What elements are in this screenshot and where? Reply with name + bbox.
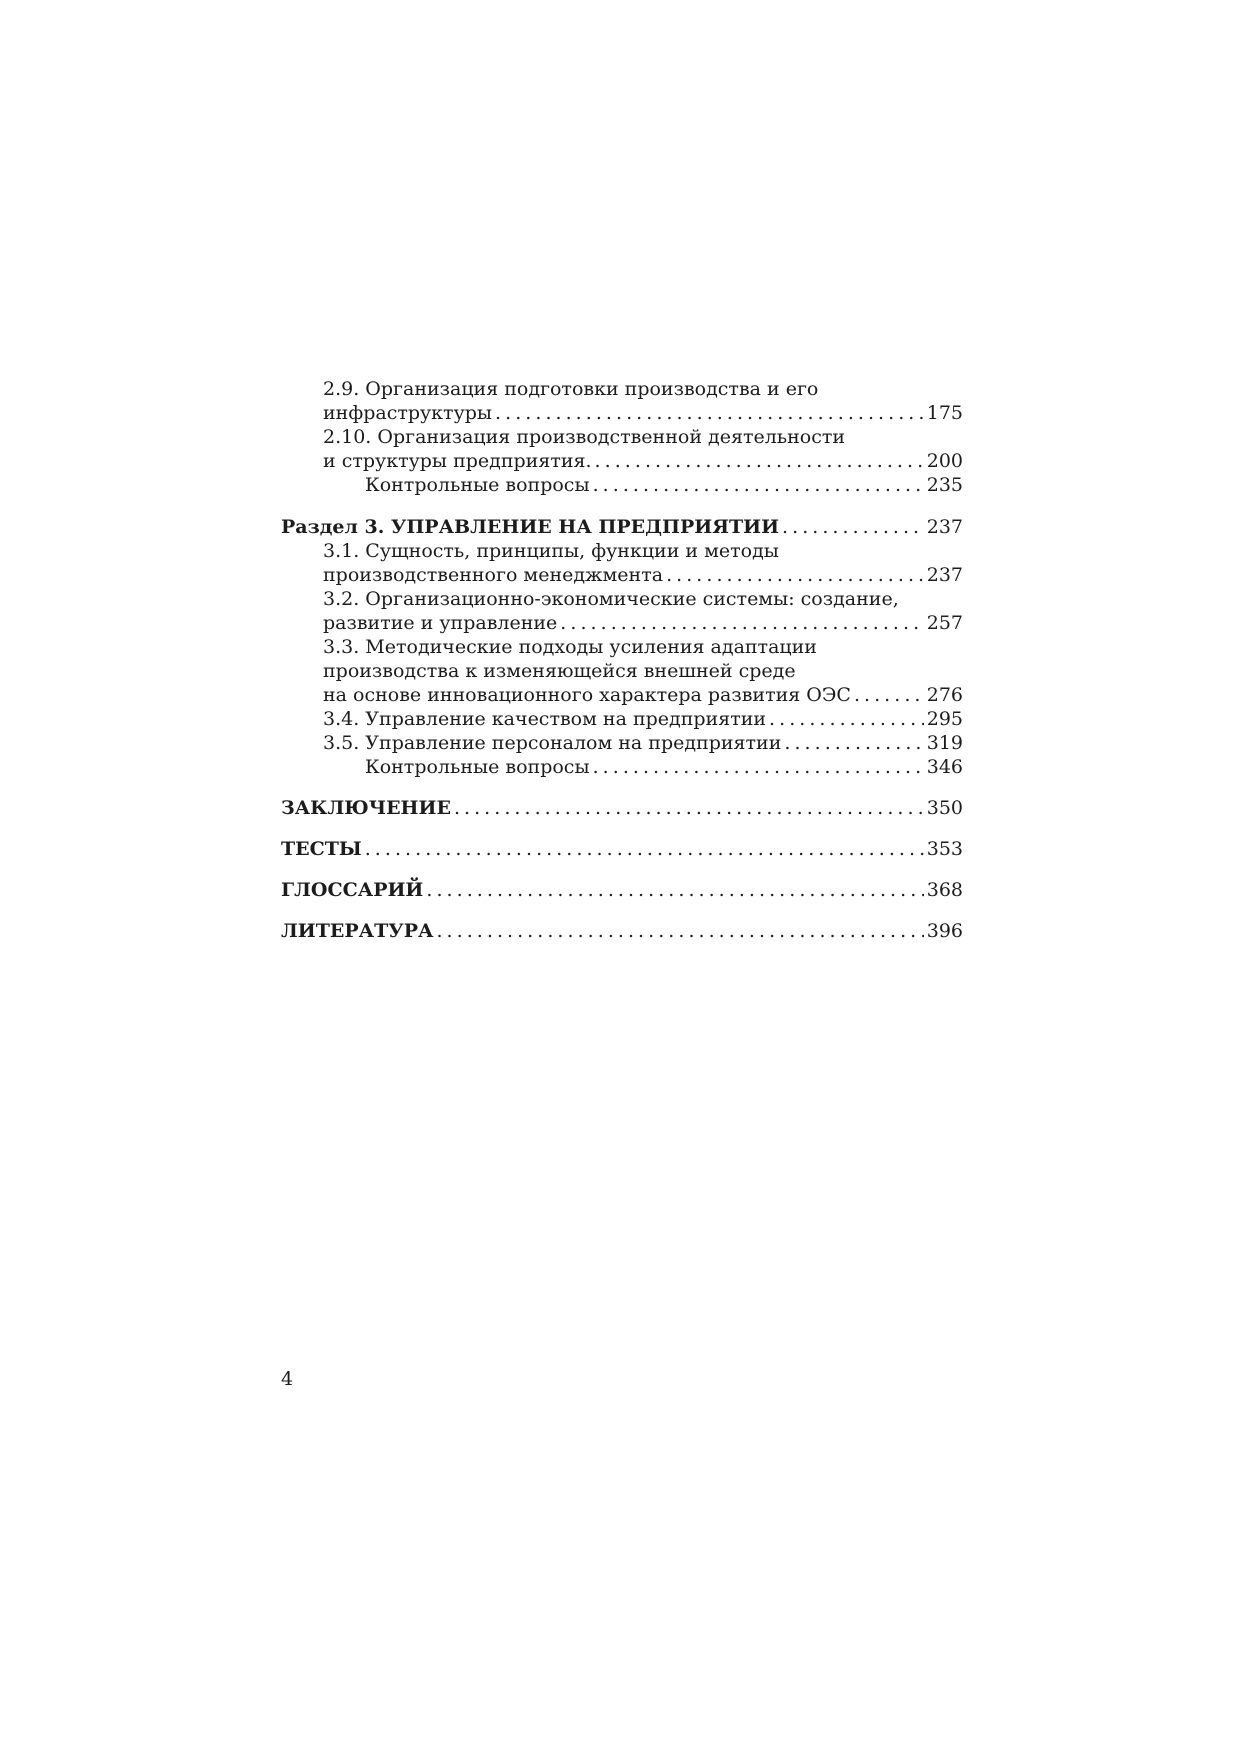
toc-page-number: 276 (926, 684, 963, 706)
toc-page-number: 368 (926, 879, 963, 901)
dot-leader (365, 837, 924, 861)
toc-entry-title: ГЛОССАРИЙ (281, 879, 424, 901)
toc-entry-section-3[interactable] (281, 515, 963, 539)
dot-leader (495, 401, 924, 425)
toc-entry-title: 2.9. Организация подготовки производства и его (323, 378, 819, 400)
toc-entry-3-1[interactable] (281, 539, 963, 587)
toc-entry-title: и структуры предприятия. (323, 450, 592, 472)
toc-entry-title: производственного менеджмента (323, 564, 664, 586)
dot-leader (593, 755, 924, 779)
toc-entry-title: на основе инновационного характера развития ОЭС (323, 684, 851, 706)
toc-entry-title: 2.10. Организация производственной деятельности (323, 426, 846, 448)
toc-entry-conclusion[interactable] (281, 796, 963, 820)
toc-entry-control-questions-2[interactable] (281, 473, 963, 497)
toc-entry-title: ТЕСТЫ (281, 838, 362, 860)
dot-leader (593, 473, 924, 497)
toc-entry-title: 3.1. Сущность, принципы, функции и методы (323, 540, 779, 562)
toc-page-number: 237 (926, 564, 963, 586)
toc-entry-3-4[interactable] (281, 707, 963, 731)
page-number: 4 (281, 1368, 294, 1390)
toc-entry-2-10[interactable] (281, 425, 963, 473)
toc-page-number: 350 (926, 797, 963, 819)
dot-leader (666, 563, 924, 587)
toc-entry-title: Контрольные вопросы (365, 756, 590, 778)
dot-leader (560, 611, 923, 635)
toc-entry-title: 3.2. Организационно-экономические системы: создание, (323, 588, 899, 610)
toc-page-number: 295 (926, 708, 963, 730)
toc-page-number: 237 (926, 516, 963, 538)
toc-page-number: 175 (926, 402, 963, 424)
toc-entry-3-2[interactable] (281, 587, 963, 635)
toc-page-number: 319 (926, 732, 963, 754)
toc-page-number: 257 (926, 612, 963, 634)
toc-entry-3-3[interactable] (281, 635, 963, 707)
toc-page-number: 200 (926, 450, 963, 472)
dot-leader (595, 449, 924, 473)
dot-leader (782, 515, 924, 539)
toc-entry-title: развитие и управление (323, 612, 558, 634)
toc-entry-title: 3.4. Управление качеством на предприятии (323, 708, 767, 730)
dot-leader (784, 731, 923, 755)
toc-page-number: 235 (926, 474, 963, 496)
toc-entry-title: 3.3. Методические подходы усиления адаптации (323, 636, 817, 658)
dot-leader (769, 707, 924, 731)
dot-leader (454, 796, 924, 820)
toc-entry-title: инфраструктуры (323, 402, 493, 424)
toc-page-number: 346 (926, 756, 963, 778)
toc-entry-title: ЗАКЛЮЧЕНИЕ (281, 797, 451, 819)
toc-entry-title: Контрольные вопросы (365, 474, 590, 496)
toc-page-number: 396 (926, 920, 963, 942)
dot-leader (854, 683, 924, 707)
toc-entry-2-9[interactable] (281, 377, 963, 425)
toc-entry-title: производства к изменяющейся внешней среде (323, 660, 796, 682)
toc-entry-control-questions-3[interactable] (281, 755, 963, 779)
toc-entry-glossary[interactable] (281, 878, 963, 902)
toc-page-number: 353 (926, 838, 963, 860)
toc-entry-title: 3.5. Управление персоналом на предприятии (323, 732, 782, 754)
toc-entry-title: Раздел 3. УПРАВЛЕНИЕ НА ПРЕДПРИЯТИИ (281, 516, 780, 538)
dot-leader (426, 878, 923, 902)
toc-entry-title: ЛИТЕРАТУРА (281, 920, 434, 942)
toc-entry-3-5[interactable] (281, 731, 963, 755)
toc-entry-literature[interactable] (281, 919, 963, 943)
dot-leader (436, 919, 923, 943)
table-of-contents (281, 377, 963, 943)
toc-entry-tests[interactable] (281, 837, 963, 861)
